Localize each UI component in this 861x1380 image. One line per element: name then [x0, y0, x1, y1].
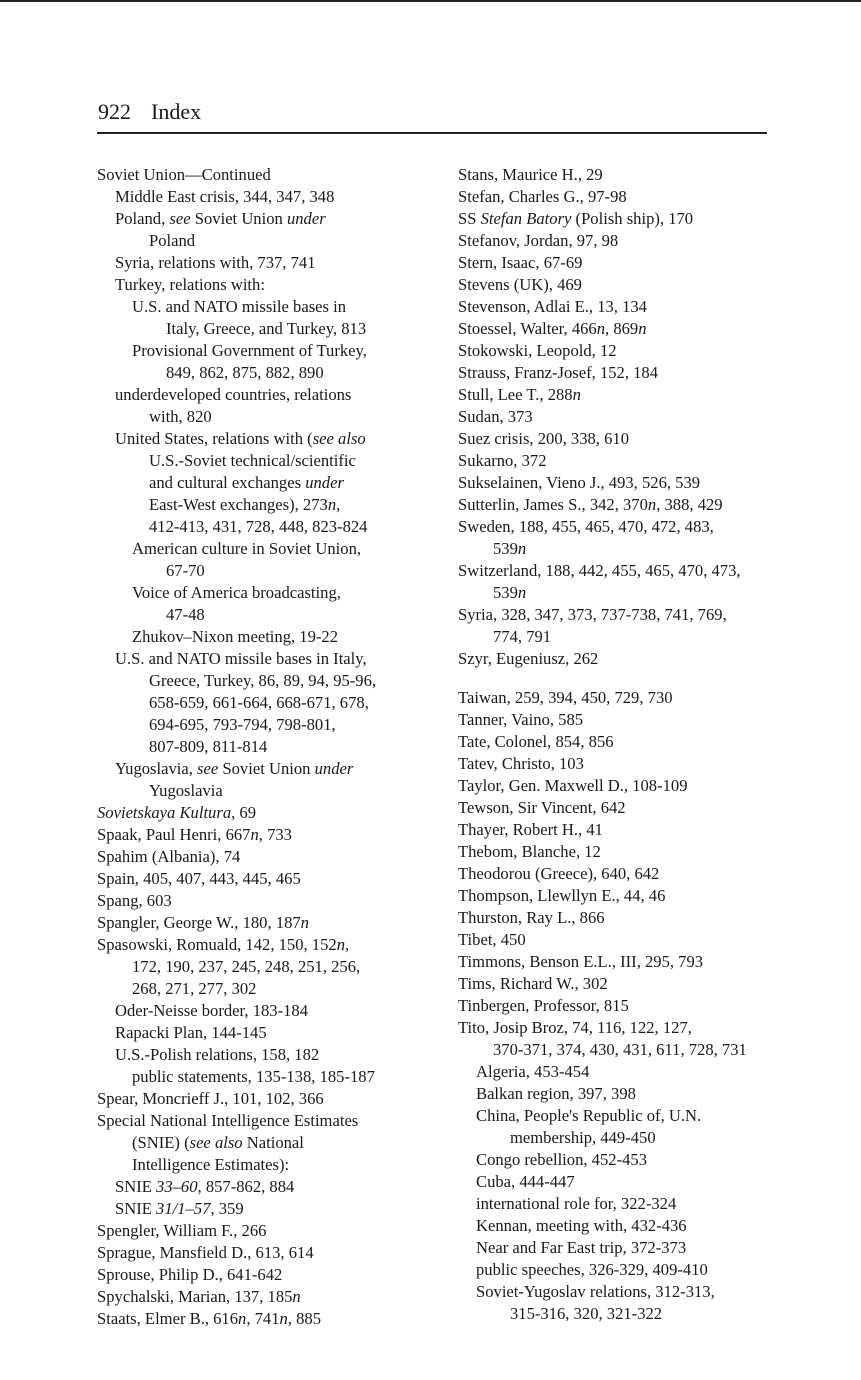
index-entry: Stans, Maurice H., 29	[458, 165, 603, 184]
index-subentry: Yugoslavia, see Soviet Union under	[115, 759, 354, 778]
index-entry: Szyr, Eugeniusz, 262	[458, 649, 599, 668]
index-entry: Spain, 405, 407, 443, 445, 465	[97, 869, 301, 888]
index-subentry: Near and Far East trip, 372-373	[476, 1238, 687, 1257]
index-subentry: Kennan, meeting with, 432-436	[476, 1216, 687, 1235]
index-entry: Stern, Isaac, 67-69	[458, 253, 583, 272]
index-subentry: membership, 449-450	[510, 1128, 656, 1147]
index-subentry: U.S. and NATO missile bases in	[132, 297, 347, 316]
index-subentry: 539n	[493, 539, 527, 558]
index-subentry: SNIE 31/1–57, 359	[115, 1199, 244, 1218]
index-entry: Thebom, Blanche, 12	[458, 842, 601, 861]
running-title: Index	[151, 99, 202, 124]
index-column-right	[458, 164, 778, 1325]
index-entry: Stevens (UK), 469	[458, 275, 582, 294]
index-entry: Stull, Lee T., 288n	[458, 385, 581, 404]
index-subentry: Turkey, relations with:	[115, 275, 265, 294]
index-subentry: Voice of America broadcasting,	[132, 583, 341, 602]
index-subentry: American culture in Soviet Union,	[132, 539, 362, 558]
index-entry: Tatev, Christo, 103	[458, 754, 584, 773]
index-entry: Stokowski, Leopold, 12	[458, 341, 617, 360]
index-entry: Taylor, Gen. Maxwell D., 108-109	[458, 776, 688, 795]
index-entry: Thayer, Robert H., 41	[458, 820, 603, 839]
index-subentry: Cuba, 444-447	[476, 1172, 575, 1191]
index-subentry: (SNIE) (see also National	[132, 1133, 304, 1152]
index-entry: Stefan, Charles G., 97-98	[458, 187, 627, 206]
index-subentry: 849, 862, 875, 882, 890	[166, 363, 324, 382]
index-entry: Sutterlin, James S., 342, 370n, 388, 429	[458, 495, 723, 514]
index-subentry: SNIE 33–60, 857-862, 884	[115, 1177, 295, 1196]
index-subentry: Congo rebellion, 452-453	[476, 1150, 647, 1169]
page-number: 922	[98, 99, 131, 124]
index-entry: Stefanov, Jordan, 97, 98	[458, 231, 619, 250]
index-entry: Sweden, 188, 455, 465, 470, 472, 483,	[458, 517, 714, 536]
index-subentry: Middle East crisis, 344, 347, 348	[115, 187, 335, 206]
index-entry: Stoessel, Walter, 466n, 869n	[458, 319, 647, 338]
index-subentry: 774, 791	[493, 627, 552, 646]
index-subentry: 370-371, 374, 430, 431, 611, 728, 731	[493, 1040, 747, 1059]
index-entry: Spengler, William F., 266	[97, 1221, 267, 1240]
index-entry: Tinbergen, Professor, 815	[458, 996, 629, 1015]
index-entry: Tanner, Vaino, 585	[458, 710, 584, 729]
index-entry: Sprouse, Philip D., 641-642	[97, 1265, 283, 1284]
index-column-left	[97, 164, 432, 1330]
index-entry: Spaak, Paul Henri, 667n, 733	[97, 825, 292, 844]
index-entry: Spear, Moncrieff J., 101, 102, 366	[97, 1089, 324, 1108]
index-subentry: 315-316, 320, 321-322	[510, 1304, 663, 1323]
index-subentry: Syria, relations with, 737, 741	[115, 253, 316, 272]
index-subentry: Greece, Turkey, 86, 89, 94, 95-96,	[149, 671, 377, 690]
index-subentry: with, 820	[149, 407, 212, 426]
section-gap	[458, 670, 778, 687]
index-subentry: 807-809, 811-814	[149, 737, 268, 756]
top-edge-rule	[0, 0, 861, 2]
index-subentry: and cultural exchanges under	[149, 473, 344, 492]
index-subentry: Provisional Government of Turkey,	[132, 341, 367, 360]
index-entry: Taiwan, 259, 394, 450, 729, 730	[458, 688, 673, 707]
index-subentry: Algeria, 453-454	[476, 1062, 590, 1081]
index-subentry: Intelligence Estimates):	[132, 1155, 290, 1174]
index-subentry: Poland	[149, 231, 196, 250]
index-subentry: Yugoslavia	[149, 781, 223, 800]
index-entry: Tito, Josip Broz, 74, 116, 122, 127,	[458, 1018, 692, 1037]
index-entry: Thompson, Llewllyn E., 44, 46	[458, 886, 666, 905]
index-subentry: East-West exchanges), 273n,	[149, 495, 341, 514]
index-subentry: international role for, 322-324	[476, 1194, 677, 1213]
index-entry: Timmons, Benson E.L., III, 295, 793	[458, 952, 704, 971]
running-header	[97, 98, 767, 134]
index-subentry: China, People's Republic of, U.N.	[476, 1106, 702, 1125]
index-entry: Tims, Richard W., 302	[458, 974, 608, 993]
index-subentry: 412-413, 431, 728, 448, 823-824	[149, 517, 368, 536]
index-entry: Sovietskaya Kultura, 69	[97, 803, 257, 822]
index-subentry: Poland, see Soviet Union under	[115, 209, 326, 228]
index-entry: Sukselainen, Vieno J., 493, 526, 539	[458, 473, 701, 492]
index-entry: Tibet, 450	[458, 930, 526, 949]
index-entry: Tate, Colonel, 854, 856	[458, 732, 614, 751]
index-entry: Staats, Elmer B., 616n, 741n, 885	[97, 1309, 321, 1328]
index-subentry: Rapacki Plan, 144-145	[115, 1023, 267, 1042]
index-subentry: United States, relations with (see also	[115, 429, 366, 448]
index-subentry: public speeches, 326-329, 409-410	[476, 1260, 708, 1279]
index-subentry: U.S.-Soviet technical/scientific	[149, 451, 356, 470]
index-subentry: U.S. and NATO missile bases in Italy,	[115, 649, 367, 668]
index-entry: Suez crisis, 200, 338, 610	[458, 429, 629, 448]
index-entry: Spychalski, Marian, 137, 185n	[97, 1287, 301, 1306]
index-subentry: Soviet-Yugoslav relations, 312-313,	[476, 1282, 715, 1301]
index-entry: Sukarno, 372	[458, 451, 547, 470]
index-subentry: Italy, Greece, and Turkey, 813	[166, 319, 367, 338]
index-entry: Tewson, Sir Vincent, 642	[458, 798, 626, 817]
index-subentry: 67-70	[166, 561, 205, 580]
index-subentry: underdeveloped countries, relations	[115, 385, 352, 404]
index-entry: Stevenson, Adlai E., 13, 134	[458, 297, 647, 316]
index-entry: Spasowski, Romuald, 142, 150, 152n,	[97, 935, 350, 954]
index-subentry: 539n	[493, 583, 527, 602]
index-entry: Spang, 603	[97, 891, 172, 910]
index-subentry: U.S.-Polish relations, 158, 182	[115, 1045, 320, 1064]
index-entry: Switzerland, 188, 442, 455, 465, 470, 473,	[458, 561, 741, 580]
index-subentry: 172, 190, 237, 245, 248, 251, 256,	[132, 957, 361, 976]
index-subentry: Balkan region, 397, 398	[476, 1084, 636, 1103]
index-entry: Special National Intelligence Estimates	[97, 1111, 359, 1130]
index-subentry: 694-695, 793-794, 798-801,	[149, 715, 336, 734]
index-subentry: Zhukov–Nixon meeting, 19-22	[132, 627, 339, 646]
index-subentry: 268, 271, 277, 302	[132, 979, 257, 998]
index-entry: Sudan, 373	[458, 407, 533, 426]
index-entry: Thurston, Ray L., 866	[458, 908, 605, 927]
index-subentry: public statements, 135-138, 185-187	[132, 1067, 375, 1086]
index-entry: Theodorou (Greece), 640, 642	[458, 864, 660, 883]
index-entry: Spahim (Albania), 74	[97, 847, 241, 866]
index-subentry: 658-659, 661-664, 668-671, 678,	[149, 693, 369, 712]
index-entry: Soviet Union—Continued	[97, 165, 271, 184]
index-entry: Sprague, Mansfield D., 613, 614	[97, 1243, 314, 1262]
index-entry: SS Stefan Batory (Polish ship), 170	[458, 209, 694, 228]
index-entry: Syria, 328, 347, 373, 737-738, 741, 769,	[458, 605, 727, 624]
index-entry: Strauss, Franz-Josef, 152, 184	[458, 363, 659, 382]
index-entry: Spangler, George W., 180, 187n	[97, 913, 309, 932]
index-subentry: 47-48	[166, 605, 205, 624]
index-subentry: Oder-Neisse border, 183-184	[115, 1001, 308, 1020]
